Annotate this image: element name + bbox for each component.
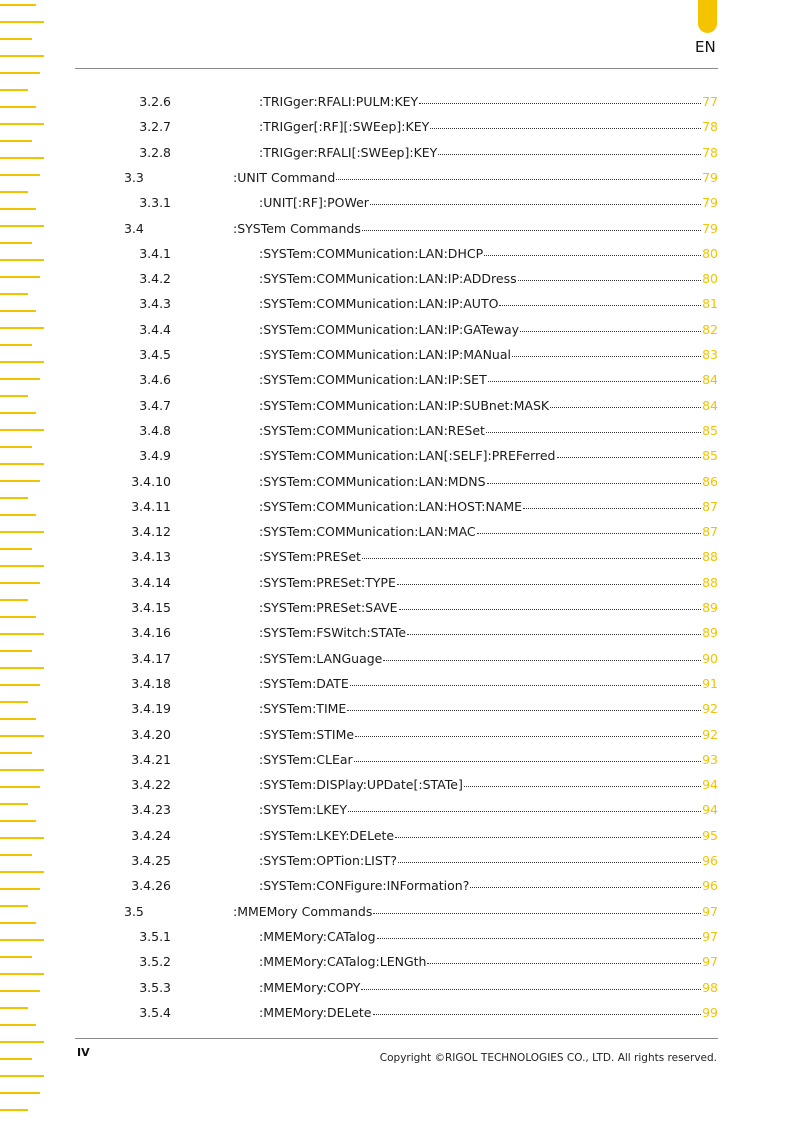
toc-dot-leader (523, 508, 701, 509)
toc-subsection-row[interactable] (0, 1001, 793, 1026)
toc-subsection-row[interactable] (0, 242, 793, 267)
toc-page-number[interactable]: 80 (702, 245, 718, 261)
toc-entry-number: 3.3.1 (139, 195, 171, 211)
toc-entry-link[interactable] (233, 170, 718, 185)
toc-entry-title: :TRIGger:RFALI[:SWEep]:KEY (259, 144, 438, 160)
toc-subsection-row[interactable] (0, 647, 793, 672)
toc-dot-leader (361, 989, 701, 990)
toc-entry-link[interactable] (259, 145, 718, 160)
toc-dot-leader (419, 103, 701, 104)
toc-dot-leader (550, 407, 701, 408)
toc-entry-number: 3.4.11 (131, 498, 171, 514)
toc-entry-number: 3.4.13 (131, 549, 171, 565)
toc-page-number[interactable]: 91 (702, 675, 718, 691)
edge-tab-mark (0, 1109, 28, 1111)
toc-entry-title: :SYSTem:DATE (259, 675, 349, 691)
toc-subsection-row[interactable] (0, 976, 793, 1001)
toc-page-number[interactable]: 96 (702, 878, 718, 894)
toc-dot-leader (438, 154, 701, 155)
toc-subsection-row[interactable] (0, 621, 793, 646)
toc-subsection-row[interactable] (0, 419, 793, 444)
toc-subsection-row[interactable] (0, 545, 793, 570)
toc-entry-number: 3.4.15 (131, 600, 171, 615)
footer-copyright: Copyright ©RIGOL TECHNOLOGIES CO., LTD. All rights reserved. (379, 1052, 717, 1064)
toc-entry-link[interactable] (259, 575, 718, 590)
toc-page-number[interactable]: 92 (702, 701, 718, 717)
toc-dot-leader (397, 584, 701, 585)
toc-entry-number: 3.5.1 (139, 928, 171, 944)
toc-entry-number: 3.4.25 (131, 853, 171, 868)
toc-entry-number: 3.4.3 (139, 296, 171, 312)
toc-entry-title: :UNIT Command (233, 169, 336, 185)
toc-subsection-row[interactable] (0, 571, 793, 596)
toc-page-number[interactable]: 81 (702, 296, 718, 312)
toc-entry-title: :SYSTem:COMMunication:LAN:IP:MANual (259, 347, 511, 362)
toc-dot-leader (487, 483, 702, 484)
toc-page-number[interactable]: 95 (702, 827, 718, 843)
edge-tab-mark (0, 1092, 40, 1094)
toc-dot-leader (499, 305, 701, 306)
toc-entry-title: :SYSTem:COMMunication:LAN:MDNS (259, 473, 486, 489)
toc-entry-title: :SYSTem:COMMunication:LAN:IP:ADDress (259, 271, 517, 287)
toc-subsection-row[interactable] (0, 950, 793, 975)
toc-page-number[interactable]: 77 (702, 94, 718, 109)
toc-page-number[interactable]: 87 (702, 498, 718, 514)
toc-page-number[interactable]: 78 (702, 119, 718, 135)
toc-entry-title: :SYSTem:TIME (259, 701, 347, 717)
toc-subsection-row[interactable] (0, 697, 793, 722)
toc-section-row[interactable] (0, 217, 793, 242)
toc-entry-number: 3.4.8 (139, 422, 171, 438)
toc-entry-number: 3.2.6 (139, 94, 171, 109)
edge-tab-mark (0, 4, 36, 6)
toc-subsection-row[interactable] (0, 368, 793, 393)
language-tab (698, 0, 717, 33)
toc-entry-link[interactable] (259, 802, 718, 817)
toc-subsection-row[interactable] (0, 723, 793, 748)
toc-subsection-row[interactable] (0, 672, 793, 697)
toc-page-number[interactable]: 99 (702, 1004, 718, 1020)
toc-entry-number: 3.2.8 (139, 144, 171, 160)
toc-subsection-row[interactable] (0, 773, 793, 798)
toc-entry-link[interactable] (259, 929, 718, 944)
toc-entry-title: :MMEMory:DELete (259, 1004, 372, 1020)
toc-entry-title: :SYSTem:COMMunication:LAN:HOST:NAME (259, 498, 523, 514)
toc-entry-number: 3.4.2 (139, 271, 171, 287)
toc-entry-title: :SYSTem:COMMunication:LAN:IP:SUBnet:MASK (259, 397, 550, 413)
toc-entry-link[interactable] (259, 94, 718, 109)
toc-entry-title: :SYSTem:COMMunication:LAN[:SELF]:PREFerred (259, 448, 556, 464)
toc-dot-leader (383, 660, 701, 661)
toc-entry-link[interactable] (259, 828, 718, 843)
footer-page-number: IV (77, 1046, 90, 1059)
toc-page-number[interactable]: 86 (702, 473, 718, 489)
toc-entry-link[interactable] (259, 600, 718, 615)
toc-entry-link[interactable] (259, 676, 718, 691)
toc-entry-title: :SYSTem:PRESet:SAVE (259, 600, 398, 615)
toc-dot-leader (427, 963, 701, 964)
toc-entry-link[interactable] (259, 549, 718, 564)
toc-entry-number: 3.4.7 (139, 397, 171, 413)
toc-entry-link[interactable] (259, 524, 718, 539)
toc-entry-title: :SYSTem:COMMunication:LAN:IP:GATeway (259, 321, 519, 337)
toc-entry-number: 3.4.19 (131, 701, 171, 717)
toc-dot-leader (557, 457, 702, 458)
toc-entry-link[interactable] (259, 119, 718, 134)
toc-entry-number: 3.4.24 (131, 827, 171, 843)
toc-entry-link[interactable] (259, 651, 718, 666)
language-label: EN (695, 38, 716, 56)
toc-entry-title: :SYSTem:COMMunication:LAN:DHCP (259, 245, 484, 261)
toc-entry-title: :SYSTem:PRESet:TYPE (259, 574, 396, 590)
toc-section-row[interactable] (0, 166, 793, 191)
toc-dot-leader (470, 887, 701, 888)
toc-entry-number: 3.4.17 (131, 650, 171, 666)
toc-entry-link[interactable] (259, 980, 718, 995)
toc-entry-link[interactable] (259, 246, 718, 261)
toc-entry-number: 3.5.3 (139, 979, 171, 995)
toc-entry-link[interactable] (259, 271, 718, 286)
edge-tab-mark (0, 55, 44, 57)
toc-entry-title: :SYSTem:COMMunication:LAN:IP:AUTO (259, 296, 499, 312)
toc-subsection-row[interactable] (0, 748, 793, 773)
toc-page-number[interactable]: 89 (702, 625, 718, 641)
toc-entry-number: 3.4.9 (139, 448, 171, 464)
toc-page-number[interactable]: 93 (702, 751, 718, 767)
toc-entry-link[interactable] (259, 954, 718, 969)
toc-entry-number: 3.4.1 (139, 245, 171, 261)
toc-entry-number: 3.3 (124, 169, 144, 185)
toc-subsection-row[interactable] (0, 495, 793, 520)
toc-page-number[interactable]: 79 (702, 195, 718, 211)
toc-entry-title: :SYSTem:CONFigure:INFormation? (259, 878, 470, 894)
header-rule (75, 68, 718, 69)
toc-dot-leader (377, 938, 702, 939)
toc-entry-title: :SYSTem:FSWitch:STATe (259, 625, 407, 641)
toc-dot-leader (350, 685, 701, 686)
toc-entry-link[interactable] (259, 372, 718, 387)
toc-page-number[interactable]: 83 (702, 347, 718, 362)
toc-entry-number: 3.4.14 (131, 574, 171, 590)
toc-dot-leader (373, 1014, 702, 1015)
toc-entry-title: :MMEMory:COPY (259, 979, 361, 995)
toc-page-number[interactable]: 78 (702, 144, 718, 160)
toc-page-number[interactable]: 94 (702, 777, 718, 793)
toc-entry-number: 3.4.23 (131, 802, 171, 818)
edge-tab-mark (0, 1058, 32, 1060)
toc-entry-link[interactable] (259, 347, 718, 362)
toc-entry-link[interactable] (233, 221, 718, 236)
toc-page-number[interactable]: 90 (702, 650, 718, 666)
toc-entry-title: :TRIGger:RFALI:PULM:KEY (259, 94, 419, 109)
toc-dot-leader (336, 179, 701, 180)
toc-entry-link[interactable] (259, 499, 718, 514)
toc-entry-number: 3.4.26 (131, 878, 171, 894)
toc-dot-leader (355, 736, 701, 737)
toc-entry-number: 3.5.4 (139, 1004, 171, 1020)
toc-subsection-row[interactable] (0, 318, 793, 343)
toc-entry-link[interactable] (259, 853, 718, 868)
toc-dot-leader (464, 786, 701, 787)
toc-entry-title: :SYSTem:CLEar (259, 751, 353, 767)
toc-entry-link[interactable] (259, 322, 718, 337)
toc-subsection-row[interactable] (0, 798, 793, 823)
edge-tab-mark (0, 1075, 44, 1077)
toc-dot-leader (518, 280, 701, 281)
toc-subsection-row[interactable] (0, 925, 793, 950)
toc-entry-title: :SYSTem:PRESet (259, 549, 361, 565)
toc-dot-leader (407, 634, 701, 635)
toc-entry-title: :SYSTem Commands (233, 220, 361, 236)
toc-subsection-row[interactable] (0, 849, 793, 874)
toc-dot-leader (395, 837, 701, 838)
toc-page-number[interactable]: 94 (702, 802, 718, 818)
toc-subsection-row[interactable] (0, 292, 793, 317)
toc-entry-link[interactable] (259, 423, 718, 438)
toc-entry-title: :SYSTem:COMMunication:LAN:RESet (259, 422, 485, 438)
toc-entry-number: 3.4.21 (131, 751, 171, 767)
toc-dot-leader (477, 533, 701, 534)
toc-entry-link[interactable] (259, 701, 718, 716)
edge-tab-mark (0, 72, 40, 74)
toc-entry-number: 3.5 (124, 903, 144, 919)
toc-entry-link[interactable] (259, 398, 718, 413)
toc-entry-link[interactable] (259, 1005, 718, 1020)
toc-subsection-row[interactable] (0, 520, 793, 545)
toc-dot-leader (347, 710, 701, 711)
edge-tab-mark (0, 21, 44, 23)
toc-entry-number: 3.2.7 (139, 119, 171, 135)
toc-entry-link[interactable] (259, 625, 718, 640)
toc-entry-number: 3.4.20 (131, 726, 171, 742)
toc-entry-number: 3.4.16 (131, 625, 171, 641)
toc-entry-number: 3.4 (124, 220, 144, 236)
toc-entry-title: :SYSTem:COMMunication:LAN:IP:SET (259, 372, 487, 388)
toc-dot-leader (512, 356, 701, 357)
toc-page-number[interactable]: 98 (702, 979, 718, 995)
toc-subsection-row[interactable] (0, 90, 793, 115)
toc-entry-number: 3.4.22 (131, 777, 171, 793)
toc-dot-leader (370, 204, 701, 205)
toc-entry-link[interactable] (259, 878, 718, 893)
toc-entry-link[interactable] (259, 474, 718, 489)
toc-entry-link[interactable] (259, 296, 718, 311)
edge-tab-mark (0, 38, 32, 40)
toc-page-number[interactable]: 97 (702, 928, 718, 944)
toc-page-number[interactable]: 97 (702, 954, 718, 970)
toc-subsection-row[interactable] (0, 267, 793, 292)
toc-page-number[interactable]: 85 (702, 448, 718, 464)
toc-subsection-row[interactable] (0, 874, 793, 899)
toc-entry-title: :UNIT[:RF]:POWer (259, 195, 369, 211)
toc-entry-number: 3.4.10 (131, 473, 171, 489)
toc-dot-leader (373, 913, 701, 914)
toc-entry-title: :SYSTem:LANGuage (259, 650, 383, 666)
toc-entry-link[interactable] (259, 752, 718, 767)
toc-entry-link[interactable] (259, 777, 718, 792)
toc-subsection-row[interactable] (0, 470, 793, 495)
toc-subsection-row[interactable] (0, 191, 793, 216)
toc-entry-number: 3.4.6 (139, 372, 171, 388)
toc-entry-link[interactable] (233, 904, 718, 919)
toc-subsection-row[interactable] (0, 824, 793, 849)
toc-page-number[interactable]: 85 (702, 422, 718, 438)
toc-page-number[interactable]: 84 (702, 372, 718, 388)
toc-page-number[interactable]: 89 (702, 600, 718, 615)
toc-entry-number: 3.4.5 (139, 347, 171, 362)
toc-entry-title: :SYSTem:DISPlay:UPDate[:STATe] (259, 777, 463, 793)
toc-dot-leader (399, 609, 702, 610)
toc-dot-leader (354, 761, 701, 762)
toc-dot-leader (398, 862, 701, 863)
toc-page-number[interactable]: 87 (702, 524, 718, 540)
toc-subsection-row[interactable] (0, 596, 793, 621)
toc-page-number[interactable]: 88 (702, 549, 718, 565)
edge-tab-mark (0, 1041, 44, 1043)
toc-dot-leader (520, 331, 701, 332)
toc-entry-link[interactable] (259, 195, 718, 210)
toc-entry-number: 3.5.2 (139, 954, 171, 970)
toc-dot-leader (430, 128, 701, 129)
toc-dot-leader (362, 230, 701, 231)
toc-dot-leader (362, 558, 701, 559)
footer-rule (75, 1038, 718, 1039)
toc-section-row[interactable] (0, 900, 793, 925)
toc-entry-title: :TRIGger[:RF][:SWEep]:KEY (259, 119, 430, 135)
toc-subsection-row[interactable] (0, 444, 793, 469)
toc-page-number[interactable]: 79 (702, 220, 718, 236)
toc-dot-leader (484, 255, 701, 256)
toc-page-number[interactable]: 79 (702, 169, 718, 185)
toc-entry-title: :SYSTem:COMMunication:LAN:MAC (259, 524, 476, 540)
toc-subsection-row[interactable] (0, 394, 793, 419)
toc-subsection-row[interactable] (0, 343, 793, 368)
toc-entry-number: 3.4.12 (131, 524, 171, 540)
toc-dot-leader (348, 811, 701, 812)
toc-entry-link[interactable] (259, 727, 718, 742)
toc-page-number[interactable]: 84 (702, 397, 718, 413)
toc-entry-title: :MMEMory:CATalog (259, 928, 376, 944)
toc-dot-leader (486, 432, 701, 433)
toc-subsection-row[interactable] (0, 115, 793, 140)
toc-entry-title: :MMEMory:CATalog:LENGth (259, 954, 427, 970)
toc-page-number[interactable]: 96 (702, 853, 718, 868)
toc-page-number[interactable]: 92 (702, 726, 718, 742)
toc-entry-number: 3.4.4 (139, 321, 171, 337)
toc-dot-leader (488, 381, 701, 382)
toc-entry-title: :SYSTem:OPTion:LIST? (259, 853, 398, 868)
toc-page-number[interactable]: 88 (702, 574, 718, 590)
toc-entry-title: :MMEMory Commands (233, 903, 373, 919)
toc-entry-title: :SYSTem:LKEY (259, 802, 348, 818)
toc-entry-link[interactable] (259, 448, 718, 463)
toc-subsection-row[interactable] (0, 141, 793, 166)
toc-entry-title: :SYSTem:STIMe (259, 726, 355, 742)
toc-entry-title: :SYSTem:LKEY:DELete (259, 827, 395, 843)
toc-page-number[interactable]: 97 (702, 903, 718, 919)
toc-entry-number: 3.4.18 (131, 675, 171, 691)
toc-page-number[interactable]: 80 (702, 271, 718, 287)
toc-page-number[interactable]: 82 (702, 321, 718, 337)
